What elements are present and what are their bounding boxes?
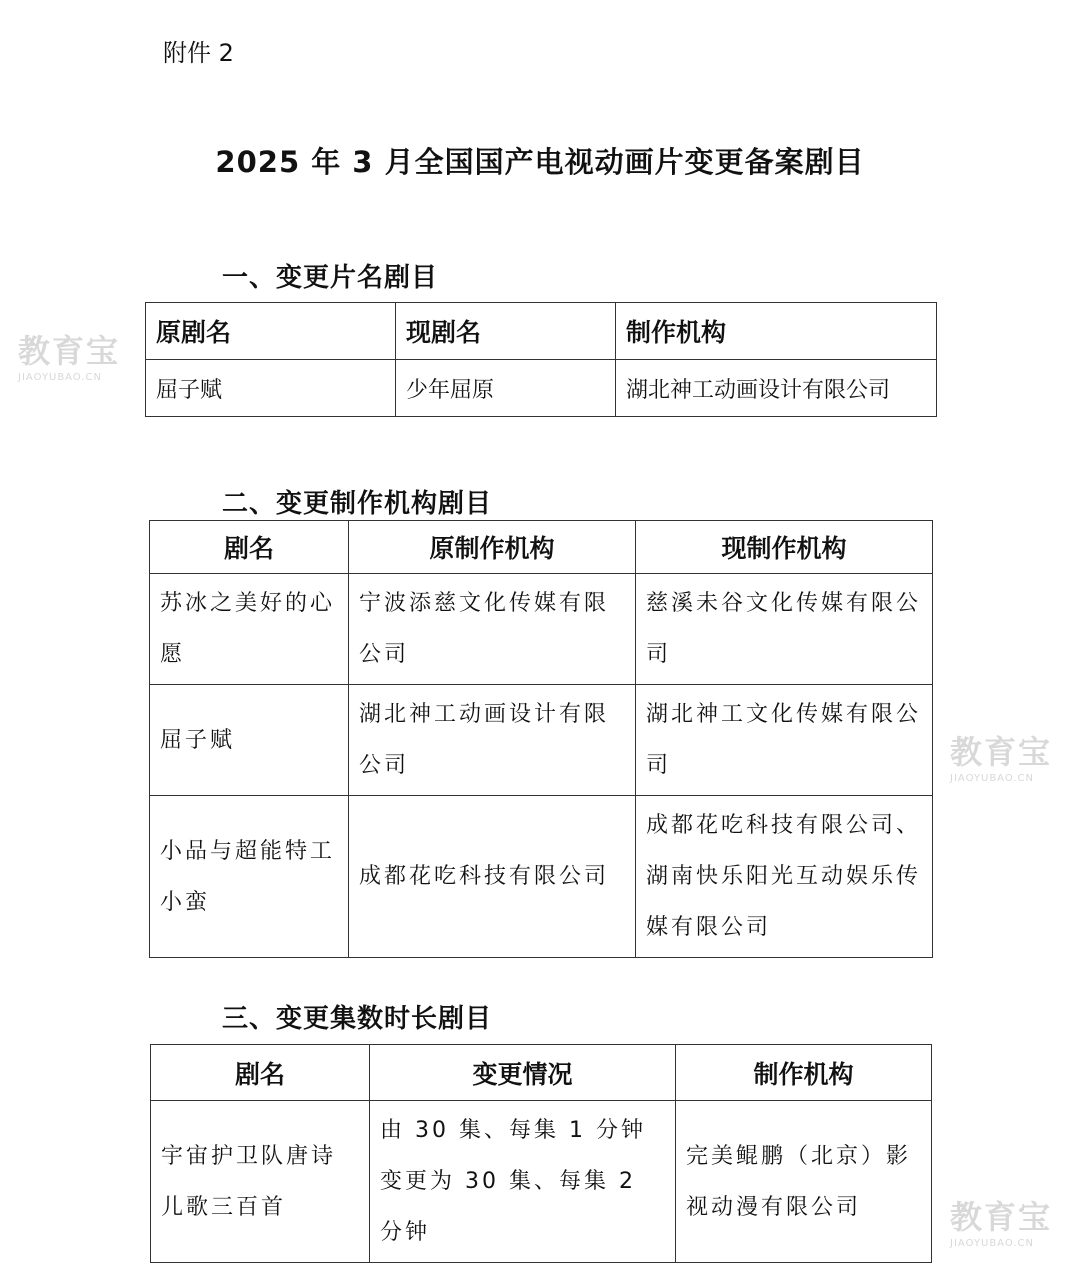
table-row <box>150 796 933 958</box>
table-row <box>150 685 933 796</box>
cell-current-producer: 成都花吃科技有限公司、湖南快乐阳光互动娱乐传媒有限公司 <box>636 796 933 958</box>
cell-original-producer: 湖北神工动画设计有限公司 <box>349 685 636 796</box>
cell-original-producer: 成都花吃科技有限公司 <box>349 796 636 958</box>
producer-change-table <box>149 520 933 958</box>
header-producer: 制作机构 <box>676 1045 932 1101</box>
header-current-producer: 现制作机构 <box>636 521 933 574</box>
episode-change-table <box>150 1044 932 1263</box>
section3-heading: 三、变更集数时长剧目 <box>222 1004 493 1034</box>
table-header-row <box>151 1045 932 1101</box>
table-header-row <box>150 521 933 574</box>
header-change: 变更情况 <box>370 1045 676 1101</box>
watermark-logo-text: 教育宝 <box>950 733 1053 771</box>
cell-title: 苏冰之美好的心愿 <box>150 574 349 685</box>
rename-table <box>145 302 937 417</box>
cell-current-producer: 慈溪未谷文化传媒有限公司 <box>636 574 933 685</box>
cell-title: 宇宙护卫队唐诗儿歌三百首 <box>151 1101 370 1263</box>
watermark-logo-text: 教育宝 <box>950 1198 1053 1236</box>
page-title: 2025 年 3 月全国国产电视动画片变更备案剧目 <box>215 145 865 179</box>
section2-heading: 二、变更制作机构剧目 <box>222 489 493 519</box>
cell-original-producer: 宁波添慈文化传媒有限公司 <box>349 574 636 685</box>
watermark <box>950 727 1052 784</box>
cell-producer: 完美鲲鹏（北京）影视动漫有限公司 <box>676 1101 932 1263</box>
table-row <box>146 360 937 417</box>
watermark <box>18 326 120 383</box>
watermark-domain: JIAOYUBAO.CN <box>950 1238 1034 1249</box>
cell-original-name: 屈子赋 <box>146 360 396 417</box>
cell-change: 由 30 集、每集 1 分钟变更为 30 集、每集 2 分钟 <box>370 1101 676 1263</box>
watermark <box>950 1192 1052 1249</box>
watermark-domain: JIAOYUBAO.CN <box>950 773 1034 784</box>
cell-title: 屈子赋 <box>150 685 349 796</box>
watermark-logo-text: 教育宝 <box>18 332 121 370</box>
header-title: 剧名 <box>151 1045 370 1101</box>
attachment-label: 附件 2 <box>163 39 234 67</box>
section1-heading: 一、变更片名剧目 <box>222 263 439 293</box>
header-original-name: 原剧名 <box>146 303 396 360</box>
header-title: 剧名 <box>150 521 349 574</box>
cell-current-producer: 湖北神工文化传媒有限公司 <box>636 685 933 796</box>
cell-current-name: 少年屈原 <box>396 360 616 417</box>
header-producer: 制作机构 <box>616 303 937 360</box>
header-current-name: 现剧名 <box>396 303 616 360</box>
table-row <box>151 1101 932 1263</box>
cell-title: 小品与超能特工小蛮 <box>150 796 349 958</box>
header-original-producer: 原制作机构 <box>349 521 636 574</box>
cell-producer: 湖北神工动画设计有限公司 <box>616 360 937 417</box>
watermark-domain: JIAOYUBAO.CN <box>18 372 102 383</box>
table-row <box>150 574 933 685</box>
table-header-row <box>146 303 937 360</box>
